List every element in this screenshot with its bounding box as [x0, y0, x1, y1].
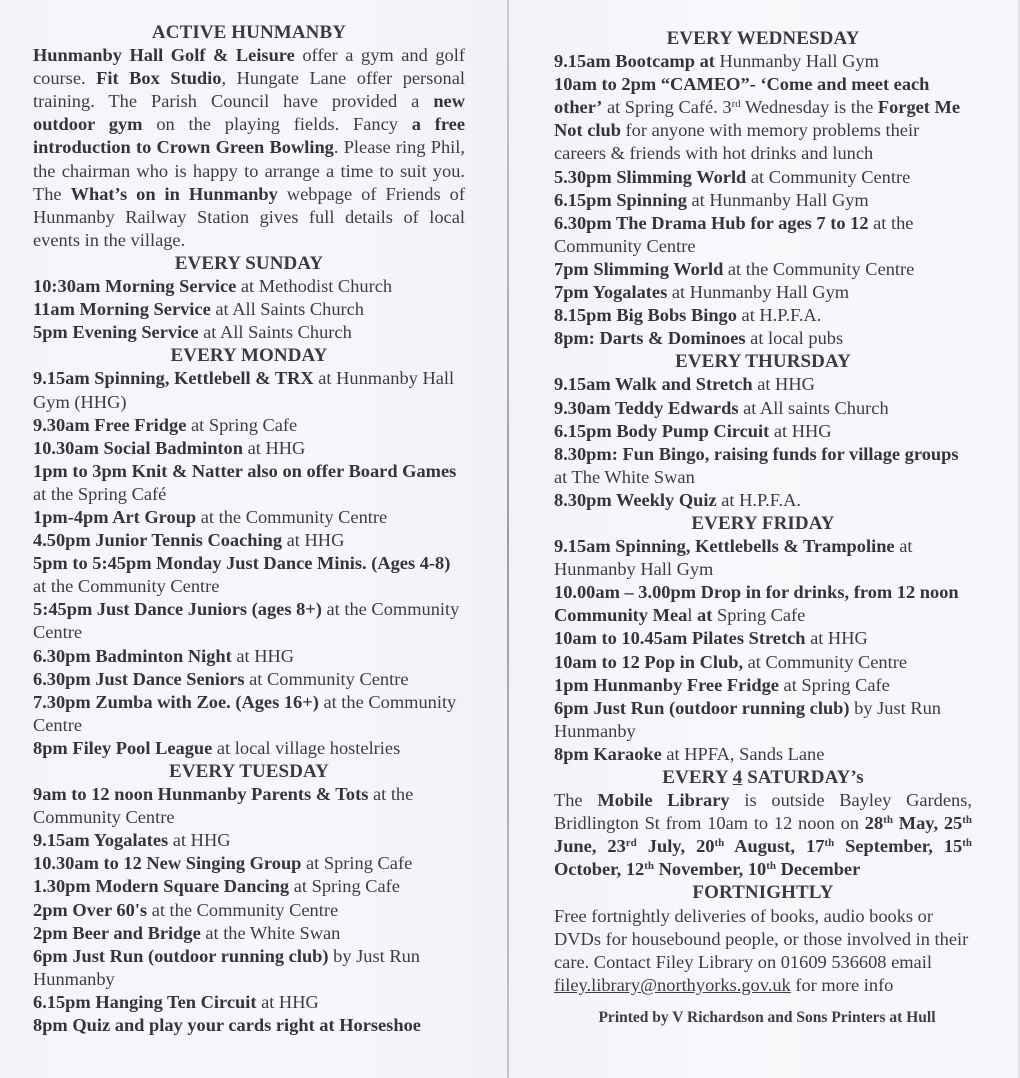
section-heading: EVERY MONDAY [170, 345, 328, 367]
event-item: 9.30am Free Fridge at Spring Cafe [33, 414, 298, 435]
event-item: 8pm Quiz and play your cards right at Horseshoe [33, 1015, 421, 1036]
event-item: 5.30pm Slimming World at Community Centre [554, 166, 911, 187]
left-column [33, 21, 465, 1037]
event-item: 6.30pm Just Dance Seniors at Community Centre [33, 668, 409, 689]
event-item: 9.30am Teddy Edwards at All saints Church [554, 397, 889, 418]
event-item: 1pm Hunmanby Free Fridge at Spring Cafe [554, 674, 890, 695]
event-item: 8.30pm: Fun Bingo, raising funds for village groups at The White Swan [554, 443, 959, 487]
section-heading-fortnightly: FORTNIGHTLY [692, 882, 834, 904]
event-item: 9.15am Bootcamp at Hunmanby Hall Gym [554, 51, 879, 72]
event-item: 9.15am Yogalates at HHG [33, 830, 231, 851]
section-heading: EVERY FRIDAY [691, 512, 835, 534]
event-item: 10am to 2pm “CAMEO”- ‘Come and meet each other’ at Spring Café. 3rd Wednesday is the Forget Me Not club for anyone with memory problems their careers & friends with hot drinks and lunch [554, 74, 961, 164]
event-item: 9.15am Spinning, Kettlebell & TRX at Hunmanby Hall Gym (HHG) [33, 368, 455, 412]
event-item: 8pm Karaoke at HPFA, Sands Lane [554, 743, 825, 764]
event-item: 10:30am Morning Service at Methodist Church [33, 276, 393, 297]
event-item: 10.30am Social Badminton at HHG [33, 437, 306, 458]
event-item: 5pm to 5:45pm Monday Just Dance Minis. (Ages 4-8) at the Community Centre [33, 553, 451, 597]
event-item: 10.00am – 3.00pm Drop in for drinks, from 12 noon Community Meal at Spring Cafe [554, 582, 959, 626]
event-item: 7pm Slimming World at the Community Centre [554, 258, 915, 279]
page-title: ACTIVE HUNMANBY [151, 22, 347, 43]
left-sections [33, 252, 465, 1037]
right-page [509, 0, 1020, 1078]
event-item: 6.30pm Badminton Night at HHG [33, 645, 295, 666]
event-item: 10am to 12 Pop in Club, at Community Centre [554, 651, 908, 672]
right-column [554, 27, 972, 1029]
event-item: 6pm Just Run (outdoor running club) by Just Run Hunmanby [554, 697, 941, 741]
event-item: 9.15am Spinning, Kettlebells & Trampoline at Hunmanby Hall Gym [554, 536, 913, 580]
event-item: 6pm Just Run (outdoor running club) by Just Run Hunmanby [33, 945, 420, 989]
event-item: 10.30am to 12 New Singing Group at Spring Cafe [33, 853, 413, 874]
event-item: 8.30pm Weekly Quiz at H.P.F.A. [554, 489, 802, 510]
left-page [0, 0, 508, 1078]
event-item: 1pm-4pm Art Group at the Community Centre [33, 506, 388, 527]
section-heading-saturday: EVERY 4 SATURDAY’s [662, 767, 864, 788]
event-item: 8pm: Darts & Dominoes at local pubs [554, 328, 844, 349]
intro-paragraph: Hunmanby Hall Golf & Leisure offer a gym and golf course. Fit Box Studio, Hungate Lane offer personal training. The Parish Council have provided a new outdoor gym on the playing fields. Fancy a free introduction to Crown Green Bowling. Please ring Phil, the chairman who is happy to arrange a time to suit you. The What’s on in Hunmanby webpage of Friends of Hunmanby Railway Station gives full details of local events in the village. [33, 45, 465, 250]
event-item: 8.15pm Big Bobs Bingo at H.P.F.A. [554, 305, 822, 326]
section-heading: EVERY WEDNESDAY [666, 28, 860, 49]
section-heading: EVERY SUNDAY [174, 252, 324, 274]
fortnightly-paragraph: Free fortnightly deliveries of books, audio books or DVDs for housebound people, or those involved in their care. Contact Filey Library on 01609 536608 email filey.library@northyorks.gov.uk for more info [554, 905, 969, 995]
event-item: 11am Morning Service at All Saints Church [33, 299, 364, 320]
event-item: 4.50pm Junior Tennis Coaching at HHG [33, 530, 345, 551]
event-item: 7.30pm Zumba with Zoe. (Ages 16+) at the Community Centre [33, 691, 457, 735]
event-item: 1.30pm Modern Square Dancing at Spring Cafe [33, 876, 400, 897]
event-item: 5pm Evening Service at All Saints Church [33, 322, 352, 343]
event-item: 1pm to 3pm Knit & Natter also on offer Board Games at the Spring Café [33, 460, 457, 504]
event-item: 9am to 12 noon Hunmanby Parents & Tots at the Community Centre [33, 784, 414, 828]
event-item: 7pm Yogalates at Hunmanby Hall Gym [554, 282, 850, 303]
section-heading: EVERY TUESDAY [169, 761, 329, 782]
section-heading: EVERY THURSDAY [675, 351, 851, 373]
event-item: 2pm Over 60's at the Community Centre [33, 899, 339, 920]
saturday-number: 4 [732, 767, 743, 788]
event-item: 9.15am Walk and Stretch at HHG [554, 374, 815, 395]
event-item: 10am to 10.45am Pilates Stretch at HHG [554, 628, 868, 649]
event-item: 6.15pm Body Pump Circuit at HHG [554, 420, 832, 441]
event-item: 8pm Filey Pool League at local village hostelries [33, 737, 401, 758]
event-item: 6.30pm The Drama Hub for ages 7 to 12 at the Community Centre [554, 212, 914, 256]
event-item: 2pm Beer and Bridge at the White Swan [33, 922, 341, 943]
event-item: 5:45pm Just Dance Juniors (ages 8+) at the Community Centre [33, 599, 460, 643]
event-item: 6.15pm Spinning at Hunmanby Hall Gym [554, 189, 869, 210]
right-sections [554, 27, 972, 766]
mobile-library-paragraph: The Mobile Library is outside Bayley Gardens, Bridlington St from 10am to 12 noon on 28th May, 25th June, 23rd July, 20th August, 17th September, 15th October, 12th November, 10th December [554, 790, 973, 880]
event-item: 6.15pm Hanging Ten Circuit at HHG [33, 991, 319, 1012]
printer-credit: Printed by V Richardson and Sons Printers at Hull [598, 1008, 936, 1026]
library-email-link[interactable]: filey.library@northyorks.gov.uk [554, 974, 791, 995]
